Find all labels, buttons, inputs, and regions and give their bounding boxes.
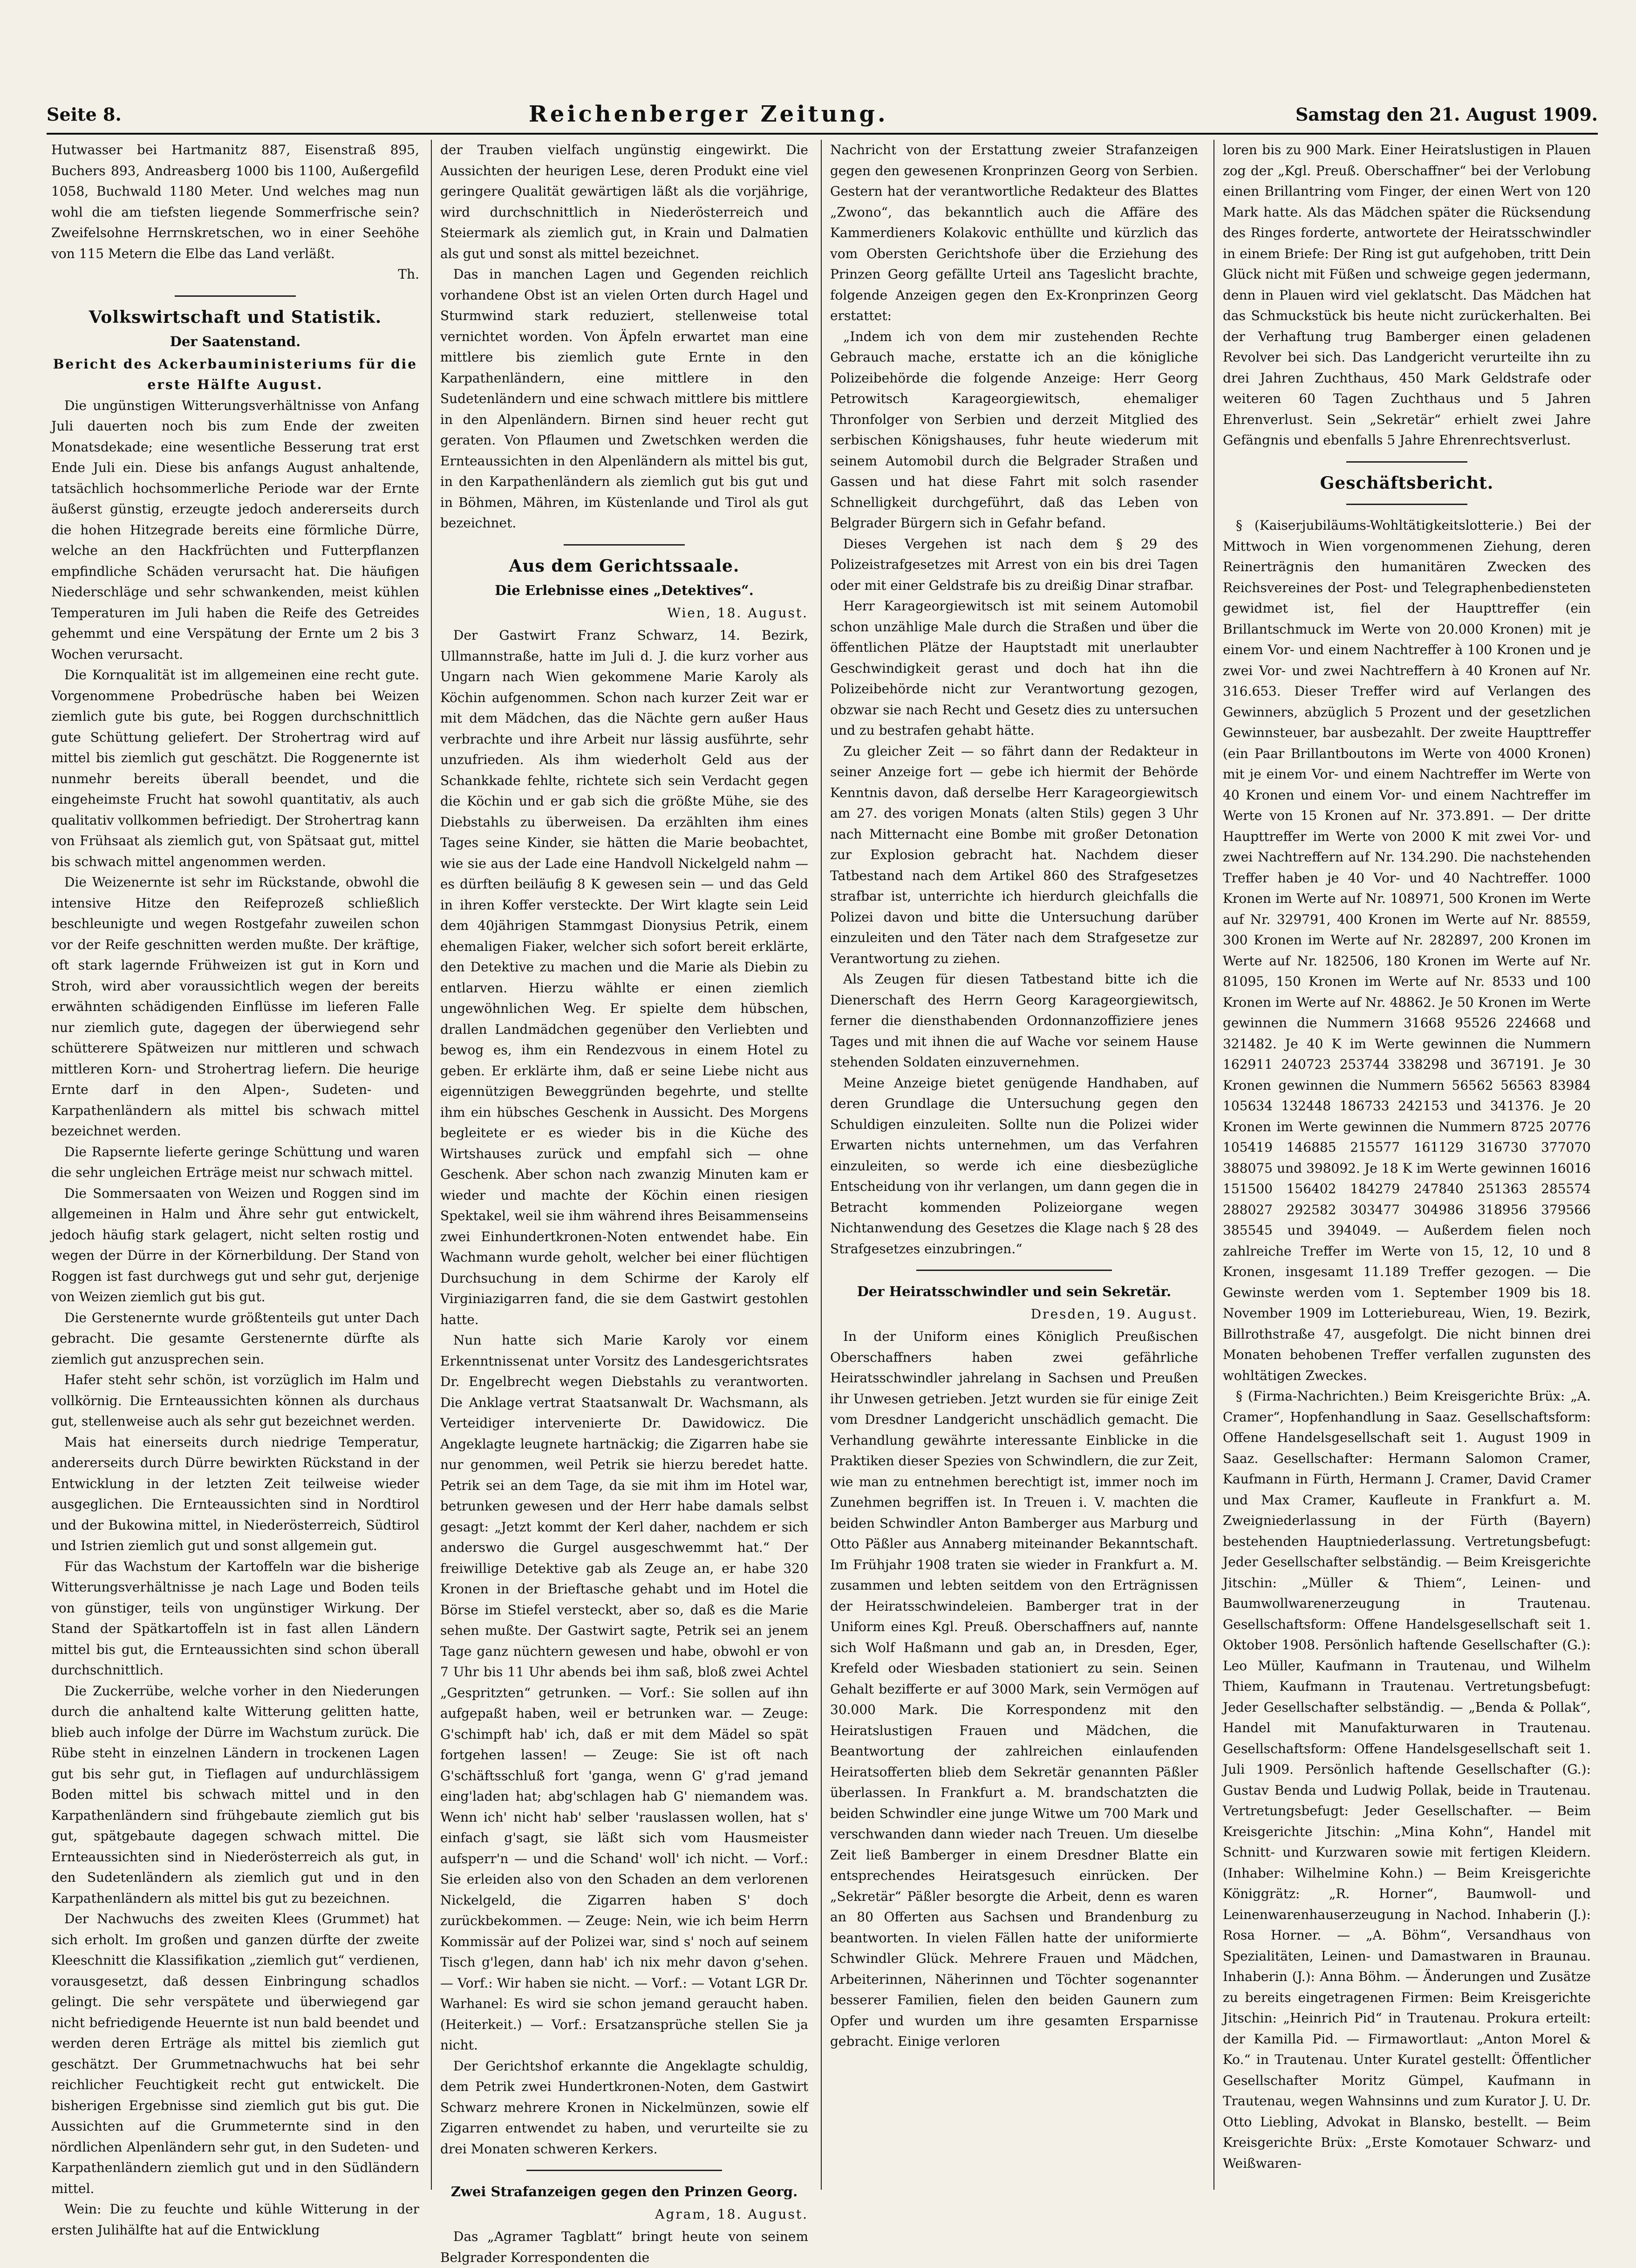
paragraph: Die Kornqualität ist im allgemeinen eine recht gute. Vorgenommene Probedrüsche haben bei Weizen ziemlich gute bis gute, bei Roggen durchschnittlich gute Schüttung geliefert. Der Strohertrag wird auf mittel bis ziemlich gut geschätzt. Die Roggenernte ist nunmehr bereits überall beendet, und die eingeheimste Frucht hat sowohl quantitativ, als auch qualitativ vollkommen befriedigt. Der Strohertrag kann von Frühsaat als ziemlich gut, von Spätsaat gut, mittel bis schwach mittel angenommen werden. (51, 667, 419, 869)
paragraph: Dieses Vergehen ist nach dem § 29 des Polizeistrafgesetzes mit Arrest von ein bis drei Tagen oder mit einer Geldstrafe bis zu dreißig Dinar strafbar. (830, 536, 1198, 593)
paragraph: „Indem ich von dem mir zustehenden Rechte Gebrauch mache, erstatte ich an die königliche Polizeibehörde die folgende Anzeige: Herr Georg Petrowitsch Karageorgiewitsch, ehemaliger Thronfolger von Serbien und derzeit Mitglied des serbischen Königshauses, fuhr heute wiederum mit seinem Automobil durch die Belgrader Straßen und Gassen und hat diese Fahrt mit solch rasender Schnelligkeit durchgeführt, daß das Leben von Belgrader Bürgern sich in Gefahr befand. (830, 328, 1198, 531)
article-heading: Die Erlebnisse eines „Detektives“. (495, 582, 754, 598)
masthead (47, 98, 1598, 130)
paragraph: Der Gastwirt Franz Schwarz, 14. Bezirk, Ullmannstraße, hatte im Juli d. J. die kurz vorher aus Ungarn nach Wien gekommene Marie Karoly als Köchin aufgenommen. Schon nach kurzer Zeit war er mit dem Mädchen, das die Nächte gern außer Haus verbrachte und ihre Arbeit nur lässig ausführte, sehr unzufrieden. Als ihm wiederholt Geld aus der Schankkade fehlte, richtete sich sein Verdacht gegen die Köchin und er gab sich die größte Mühe, sie des Diebstahls zu überweisen. Da erzählten ihm eines Tages seine Kinder, sie hätten die Marie beobachtet, wie sie aus der Lade eine Handvoll Nickelgeld nahm — es dürften beiläufig 8 K gewesen sein — und das Geld in ihren Koffer versteckte. Der Wirt klagte sein Leid dem 40jährigen Stammgast Dionysius Petrik, einem ehemaligen Fiaker, welcher sich sofort bereit erklärte, den Detektive zu machen und die Marie als Diebin zu entlarven. Hierzu wählte er einen ziemlich ungewöhnlichen Weg. Er spielte dem hübschen, drallen Landmädchen gegenüber den Verliebten und bewog es, ihm ein Rendezvous in einem Hotel zu geben. Er erklärte ihm, daß er seine Liebe nicht aus eigennützigen Beweggründen begehrte, und stellte ihm ein hübsches Geschenk in Aussicht. Des Morgens begleitete er es wieder bis in die Küche des Wirtshauses zurück und empfahl sich — ohne Geschenk. Aber schon nach zwanzig Minuten kam er wieder und machte der Köchin einen riesigen Spektakel, weil sie ihm während ihres Beisammenseins zwei Einhundertkronen-Noten entwendet habe. Ein Wachmann wurde geholt, welcher bei einer flüchtigen Durchsuchung in dem Schirme der Karoly elf Virginiazigarren fand, die sie dem Gastwirt gestohlen hatte. (440, 628, 808, 1327)
paragraph: Meine Anzeige bietet genügende Handhaben, auf deren Grundlage die Untersuchung gegen den Schuldigen einzuleiten. Sollte nun die Polizei wider Erwarten nichts unternehmen, um das Verfahren einzuleiten, so werde ich eine diesbezügliche Entscheidung von ihr verlangen, um dann gegen die in Betracht kommenden Polizeiorgane wegen Nichtanwendung des Gesetzes die Klage nach § 28 des Strafgesetzes einzubringen.“ (830, 1075, 1198, 1257)
author-signature: Th. (398, 266, 419, 282)
column-divider (821, 140, 822, 2190)
paragraph: Mais hat einerseits durch niedrige Temperatur, andererseits durch Dürre bewirkten Rückstand in der Entwicklung in der letzten Zeit teilweise wieder ausgeglichen. Die Ernteaussichten sind in Nordtirol und der Bukowina mittel, in Niederösterreich, Südtirol und Istrien ziemlich gut und sonst allgemein gut. (51, 1434, 419, 1553)
paragraph: Nachricht von der Erstattung zweier Strafanzeigen gegen den gewesenen Kronprinzen Georg von Serbien. Gestern hat der verantwortliche Redakteur des Blattes „Zwono“, das bekanntlich auch die Affäre des Kammerdieners Kolakovic enthüllte und kürzlich das vom Obersten Gerichtshofe über die Erziehung des Prinzen Georg gefällte Urteil ans Tageslicht brachte, folgende Anzeigen gegen den Ex-Kronprinzen Georg erstattet: (830, 142, 1198, 323)
article-heading: Der Heiratsschwindler und sein Sekretär. (857, 1284, 1172, 1299)
section-separator (1346, 504, 1467, 505)
issue-date: Samstag den 21. August 1909. (1295, 103, 1598, 125)
dateline: Wien, 18. August. (667, 605, 808, 621)
paragraph: Die Weizenernte ist sehr im Rückstande, obwohl die intensive Hitze den Reifeprozeß schließlich beschleunigte und wegen Rostgefahr zuweilen schon vor der Reife geschnitten werden mußte. Der kräftige, oft stark lagernde Frühweizen ist gut in Korn und Stroh, wird aber voraussichtlich wegen der bereits erwähnten schädigenden Einflüsse im lieferen Falle nur ziemlich gute, dagegen der überwiegend sehr schütterere Spätweizen nur mittleren und schwach mittleren Korn- und Strohertrag liefern. Die heurige Ernte darf in den Alpen-, Sudeten- und Karpathenländern als mittel bis schwach mittel bezeichnet werden. (51, 874, 419, 1139)
dateline: Dresden, 19. August. (1030, 1306, 1198, 1322)
page-number: Seite 8. (47, 103, 122, 125)
section-title: Volkswirtschaft und Statistik. (89, 307, 382, 327)
column-3 (830, 140, 1198, 2190)
paragraph: Für das Wachstum der Kartoffeln war die bisherige Witterungsverhältnisse je nach Lage und Boden teils von günstiger, teils von ungünstiger Wirkung. Der Stand der Spätkartoffeln ist in fast allen Ländern mittel bis gut, die Ernteaussichten sind schon überall durchschnittlich. (51, 1558, 419, 1678)
section-title: Aus dem Gerichtssaale. (509, 556, 740, 576)
dateline: Agram, 18. August. (655, 2206, 808, 2222)
column-1 (51, 140, 419, 2238)
article-heading: Der Saatenstand. (170, 334, 301, 349)
paragraph: Die Sommersaaten von Weizen und Roggen sind im allgemeinen in Halm und Ähre sehr gut entwickelt, jedoch häufig stark gelagert, nicht selten rostig und wegen der Dürre in der Körnerbildung. Der Stand von Roggen ist fast durchwegs gut und sehr gut, derjenige von Weizen ziemlich gut bis gut. (51, 1185, 419, 1305)
paragraph: loren bis zu 900 Mark. Einer Heiratslustigen in Plauen zog der „Kgl. Preuß. Oberschaffner“ bei der Verlobung einen Brillantring vom Finger, der einen Wert von 120 Mark hatte. Als das Mädchen später die Rücksendung des Ringes forderte, antwortete der Heiratsschwindler in einem Briefe: Der Ring ist gut aufgehoben, tritt Dein Glück nicht mit Füßen und schweige gegen jedermann, denn in Plauen wird viel geklatscht. Das Mädchen hat das Schmuckstück bis heute nicht zurückerhalten. Bei der Verhaftung trug Bamberger einen geladenen Revolver bei sich. Das Landgericht verurteilte ihn zu drei Jahren Zuchthaus, 450 Mark Geldstrafe oder weiteren 60 Tagen Zuchthaus und 5 Jahren Ehrenverlust. Sein „Sekretär“ erhielt zwei Jahre Gefängnis und ebenfalls 5 Jahre Ehrenrechtsverlust. (1223, 142, 1591, 448)
article-subheading: Bericht des Ackerbauministeriums für die erste Hälfte August. (53, 356, 418, 392)
article-separator (526, 2170, 722, 2171)
section-separator (564, 544, 685, 546)
paragraph: Wein: Die zu feuchte und kühle Witterung in der ersten Julihälfte hat auf die Entwicklung (51, 2201, 419, 2238)
column-2 (440, 140, 808, 2265)
paragraph: Hafer steht sehr schön, ist vorzüglich im Halm und vollkörnig. Die Ernteaussichten können als durchaus gut, stellenweise auch als sehr gut bezeichnet werden. (51, 1372, 419, 1429)
column-4 (1223, 140, 1591, 2190)
column-divider (1213, 140, 1214, 2190)
paragraph: Die ungünstigen Witterungsverhältnisse von Anfang Juli dauerten noch bis zum Ende der zweiten Monatsdekade; eine wesentliche Besserung trat erst Ende Juli ein. Diese bis anfangs August anhaltende, tatsächlich hochsommerliche Periode war der Ernte äußerst günstig, erzeugte jedoch andererseits durch die hohen Hitzegrade bereits eine förmliche Dürre, welche an den Hackfrüchten und Futterpflanzen empfindliche Schäden verursacht hat. Die häufigen Niederschläge und sehr schwankenden, meist kühlen Temperaturen im Juli haben die Reife des Getreides gehemmt und eine Verspätung der Ernte um 2 bis 3 Wochen verursacht. (51, 397, 419, 662)
article-heading: Zwei Strafanzeigen gegen den Prinzen Georg. (450, 2184, 798, 2200)
paragraph: Zu gleicher Zeit — so fährt dann der Redakteur in seiner Anzeige fort — gebe ich hiermit der Behörde Kenntnis davon, daß derselbe Herr Karageorgiewitsch am 27. des vorigen Monats (alten Stils) gegen 3 Uhr nach Mitternacht eine Bombe mit großer Detonation zur Explosion gebracht hat. Nachdem dieser Tatbestand nach dem Artikel 860 des Strafgesetzes strafbar ist, unterrichte ich hierdurch gleichfalls die Polizei davon und bitte die Untersuchung darüber einzuleiten und den Täter nach dem Strafgesetze zur Verantwortung zu ziehen. (830, 743, 1198, 966)
column-divider (431, 140, 432, 2190)
paragraph: Die Rapsernte lieferte geringe Schüttung und waren die sehr ungleichen Erträge meist nur schwach mittel. (51, 1144, 419, 1180)
newspaper-title: Reichenberger Zeitung. (528, 101, 888, 127)
paragraph: § (Kaiserjubiläums-Wohltätigkeitslotterie.) Bei der Mittwoch in Wien vorgenommenen Ziehung, deren Reinerträgnis den humanitären Zwecken des Reichsvereines der Post- und Telegraphenbediensteten gewidmet ist, fiel der Haupttreffer (ein Brillantschmuck im Werte von 20.000 Kronen) mit je einem Vor- und einem Nachtreffer à 100 Kronen und je zwei Vor- und zwei Nachtreffern à 40 Kronen auf Nr. 316.653. Dieser Treffer wird auf Verlangen des Gewinners, abzüglich 5 Prozent und der gesetzlichen Gewinnsteuer, bar ausbezahlt. Der zweite Haupttreffer (ein Paar Brillantboutons im Werte von 4000 Kronen) mit je einem Vor- und einem Nachtreffer im Werte von 40 Kronen und einem Vor- und einem Nachtreffer im Werte von 15 Kronen auf Nr. 373.891. — Der dritte Haupttreffer im Werte von 2000 K mit zwei Vor- und zwei Nachtreffern auf Nr. 134.290. Die nachstehenden Treffer haben je 40 Vor- und 40 Nachtreffer. 1000 Kronen im Werte auf Nr. 108971, 500 Kronen im Werte auf Nr. 329791, 400 Kronen im Werte auf Nr. 88559, 300 Kronen im Werte auf Nr. 282897, 200 Kronen im Werte auf Nr. 182506, 180 Kronen im Werte auf Nr. 81095, 150 Kronen im Werte auf Nr. 8533 und 100 Kronen im Werte auf Nr. 48862. Je 50 Kronen im Werte gewinnen die Nummern 31668 95526 224668 und 321482. Je 40 K im Werte gewinnen die Nummern 162911 240723 253744 338298 und 367191. Je 30 Kronen gewinnen die Nummern 56562 56563 83984 105634 132448 186733 242153 und 341376. Je 20 Kronen im Werte gewinnen die Nummern 8725 20776 105419 146885 215577 161129 316730 377070 388075 und 398092. Je 18 K im Werte gewinnen 16016 151500 156402 184279 247840 251363 285574 288027 292582 303477 304986 318956 379566 385545 und 394049. — Außerdem fielen noch zahlreiche Treffer im Werte von 15, 12, 10 und 8 Kronen, insgesamt 11.189 Treffer gezogen. — Die Gewinste werden vom 1. September 1909 bis 18. November 1909 im Lotteriebureau, Wien, 19. Bezirk, Billrothstraße 47, ausgefolgt. Die nicht binnen drei Monaten behobenen Treffer verfallen zugunsten des wohltätigen Zweckes. (1223, 518, 1591, 1383)
section-title: Geschäftsbericht. (1320, 473, 1494, 493)
paragraph: In der Uniform eines Königlich Preußischen Oberschaffners haben zwei gefährliche Heiratsschwindler jahrelang in Sachsen und Preußen ihr Unwesen getrieben. Jetzt wurden sie für einige Zeit vom Dresdner Landgericht unschädlich gemacht. Die Verhandlung gewährte interessante Einblicke in die Praktiken dieser Spezies von Schwindlern, die zur Zeit, wie man zu entnehmen berechtigt ist, immer noch im Zunehmen begriffen ist. In Treuen i. V. machten die beiden Schwindler Anton Bamberger aus Marburg und Otto Päßler aus Annaberg miteinander Bekanntschaft. Im Frühjahr 1908 traten sie wieder in Frankfurt a. M. zusammen und lebten seitdem von den Erträgnissen der Heiratsschwindeleien. Bamberger trat in der Uniform eines Kgl. Preuß. Oberschaffners auf, nannte sich Wolf Haßmann und gab an, in Dresden, Eger, Krefeld oder Wiesbaden stationiert zu sein. Seinen Gehalt bezifferte er auf 3000 Mark, sein Vermögen auf 30.000 Mark. Die Korrespondenz mit den Heiratslustigen Frauen und Mädchen, die Beantwortung der zahlreichen einlaufenden Heiratsofferten blieb dem Sekretär genannten Päßler überlassen. In Frankfurt a. M. brandschatzten die beiden Schwindler eine junge Witwe um 700 Mark und verschwanden dann wieder nach Treuen. Um dieselbe Zeit ließ Bamberger in einem Dresdner Blatte ein entsprechendes Heiratsgesuch einrücken. Der „Sekretär“ Päßler besorgte die Arbeit, denn es waren an 80 Offerten aus Sachsen und Brandenburg zu beantworten. In vielen Fällen hatte der uniformierte Schwindler Glück. Mehrere Frauen und Mädchen, Arbeiterinnen, Näherinnen und Töchter sogenannter besserer Familien, fielen den beiden Gaunern zum Opfer und wurden um ihre gesamten Ersparnisse gebracht. Einige verloren (830, 1329, 1198, 2049)
paragraph: Herr Karageorgiewitsch ist mit seinem Automobil schon unzählige Male durch die Straßen und über die öffentlichen Plätze der Hauptstadt mit unerlaubter Geschwindigkeit gerast und doch hat ihn die Polizeibehörde nicht zur Verantwortung gezogen, obzwar sie nach Recht und Gesetz dies zu untersuchen und zu bestrafen gehabt hätte. (830, 598, 1198, 738)
section-separator (175, 295, 296, 297)
paragraph: Der Gerichtshof erkannte die Angeklagte schuldig, dem Petrik zwei Hundertkronen-Noten, dem Gastwirt Schwarz mehrere Kronen in Nickelmünzen, sowie elf Zigarren entwendet zu haben, und verurteilte sie zu drei Monaten schweren Kerkers. (440, 2058, 808, 2157)
paragraph: der Trauben vielfach ungünstig eingewirkt. Die Aussichten der heurigen Lese, deren Produkt eine viel geringere Qualität gewärtigen läßt als die vorjährige, wird durchschnittlich in Niederösterreich und Steiermark als ziemlich gut, in Krain und Dalmatien als gut und sonst als mittel bezeichnet. (440, 142, 808, 261)
paragraph: Nun hatte sich Marie Karoly vor einem Erkenntnissenat unter Vorsitz des Landesgerichtsrates Dr. Engelbrecht wegen Diebstahls zu verantworten. Die Anklage vertrat Staatsanwalt Dr. Wachsmann, als Verteidiger intervenierte Dr. Dawidowicz. Die Angeklagte leugnete hartnäckig; die Zigarren habe sie nur genommen, weil Petrik sie hierzu beredet hatte. Petrik sei an dem Tage, da sie mit ihm im Hotel war, betrunken gewesen und der Herr habe damals selbst gesagt: „Jetzt kommt der Kerl daher, nachdem er sich anderswo die Gurgel ausgeschwemmt hat.“ Der freiwillige Detektive gab als Zeuge an, er habe 320 Kronen in der Brieftasche gehabt und im Hotel die Börse im Stiefel versteckt, aber so, daß es die Marie sehen mußte. Der Gastwirt sagte, Petrik sei an jenem Tage ganz nüchtern gewesen und habe, obwohl er von 7 Uhr bis 11 Uhr abends bei ihm saß, bloß zwei Achtel „Gespritzten“ getrunken. — Vorf.: Sie sollen auf ihn aufgepaßt haben, weil er betrunken war. — Zeuge: G'schimpft hab' ich, daß er mit dem Mädel so spät fortgehen lassen! — Zeuge: Sie ist oft nach G'schäftsschluß fort 'ganga, wenn G' g'rad jemand eing'laden hat; abg'schlagen hab G' niemandem was. Wenn ich' nicht hab' selber 'rauslassen wollen, hat s' einfach g'sagt, sie läßt sich vom Hausmeister aufsperr'n — und die Schand' woll' ich nicht. — Vorf.: Sie erleiden also von den Schaden an dem verlorenen Nickelgeld, die Zigarren haben S' doch zurückbekommen. — Zeuge: Nein, wie ich beim Herrn Kommissär auf der Polizei war, sind s' noch auf seinem Tisch g'legen, dann hab' ich nix mehr davon g'sehen. — Vorf.: Wir haben sie nicht. — Vorf.: — Votant LGR Dr. Warhanel: Es wird sie schon jemand geraucht haben. (Heiterkeit.) — Vorf.: Ersatzansprüche stellen Sie ja nicht. (440, 1332, 808, 2053)
paragraph: Als Zeugen für diesen Tatbestand bitte ich die Dienerschaft des Herrn Georg Karageorgiewitsch, ferner die diensthabenden Ordonnanzoffiziere jenes Tages und mit ihnen die auf Wache vor seinem Hause stehenden Soldaten einzuvernehmen. (830, 971, 1198, 1070)
paragraph: § (Firma-Nachrichten.) Beim Kreisgerichte Brüx: „A. Cramer“, Hopfenhandlung in Saaz. Gesellschaftsform: Offene Handelsgesellschaft seit 1. August 1909 in Saaz. Gesellschafter: Hermann Salomon Cramer, Kaufmann in Fürth, Hermann J. Cramer, David Cramer und Max Cramer, Kaufleute in Frankfurt a. M. Zweigniederlassung in der Fürth (Bayern) bestehenden Hauptniederlassung. Vertretungsbefugt: Jeder Gesellschafter selbständig. — Beim Kreisgerichte Jitschin: „Müller & Thiem“, Leinen- und Baumwollwarenerzeugung in Trautenau. Gesellschaftsform: Offene Handelsgesellschaft seit 1. Oktober 1908. Persönlich haftende Gesellschafter (G.): Leo Müller, Kaufmann in Trautenau, und Wilhelm Thiem, Kaufmann in Trautenau. Vertretungsbefugt: Jeder Gesellschafter selbständig. — „Benda & Pollak“, Handel mit Manufakturwaren in Trautenau. Gesellschaftsform: Offene Handelsgesellschaft seit 1. Juli 1909. Persönlich haftende Gesellschafter (G.): Gustav Benda und Ludwig Pollak, beide in Trautenau. Vertretungsbefugt: Jeder Gesellschafter. — Beim Kreisgerichte Jitschin: „Mina Kohn“, Handel mit Schnitt- und Kurzwaren sowie mit fertigen Kleidern. (Inhaber: Wilhelmine Kohn.) — Beim Kreisgerichte Königgrätz: „R. Horner“, Baumwoll- und Leinenwarenhauserzeugung in Nachod. Inhaberin (J.): Rosa Horner. — „A. Böhm“, Versandhaus von Spezialitäten, Leinen- und Damastwaren in Braunau. Inhaberin (J.): Anna Böhm. — Änderungen und Zusätze zu bereits eingetragenen Firmen: Beim Kreisgerichte Jitschin: „Heinrich Pid“ in Trautenau. Prokura erteilt: der Kamilla Pid. — Firmawortlaut: „Anton Morel & Ko.“ in Trautenau. Unter Kuratel gestellt: Öffentlicher Gesellschafter Moritz Gümpel, Kaufmann in Trautenau, wegen Wahnsinns und zum Kurator J. U. Dr. Otto Liebling, Advokat in Blansko, bestellt. — Beim Kreisgerichte Brüx: „Erste Komotauer Schwarz- und Weißwaren- (1223, 1388, 1591, 2171)
masthead-rule (47, 133, 1598, 135)
article-separator (916, 1270, 1112, 1271)
paragraph: Die Gerstenernte wurde größtenteils gut unter Dach gebracht. Die gesamte Gerstenernte dürfte als ziemlich gut anzusprechen sein. (51, 1310, 419, 1367)
paragraph: Das in manchen Lagen und Gegenden reichlich vorhandene Obst ist an vielen Orten durch Hagel und Sturmwind stark reduziert, stellenweise total vernichtet worden. Von Äpfeln erwartet man eine mittlere bis ziemlich gute Ernte in den Karpathenländern, eine mittlere in den Sudetenländern und eine schwach mittlere bis mittlere in den Alpenländern. Birnen sind heuer recht gut geraten. Von Pflaumen und Zwetschken werden die Ernteaussichten in den Alpenländern als mittel bis gut, in den Karpathenländern als ziemlich gut bis gut und in Böhmen, Mähren, im Küstenlande und Tirol als gut bezeichnet. (440, 266, 808, 531)
article-text: Hutwasser bei Hartmanitz 887, Eisenstraß 895, Buchers 893, Andreasberg 1000 bis 1100, Außergefild 1058, Buchwald 1180 Meter. Und welches mag nun wohl die am tiefsten liegende Sommerfrische sein? Zweifelsohne Herrnskretschen, wo in einer Seehöhe von 115 Metern die Elbe das Land verläßt. (51, 142, 419, 261)
paragraph: Die Zuckerrübe, welche vorher in den Niederungen durch die anhaltend kalte Witterung gelitten hatte, blieb auch infolge der Dürre im Wachstum zurück. Die Rübe steht in einzelnen Ländern in trockenen Lagen gut bis sehr gut, in Tieflagen auf undurchlässigem Boden mittel bis schwach mittel und in den Karpathenländern sind frühgebaute ziemlich gut bis gut, spätgebaute dagegen schwach mittel. Die Ernteaussichten sind in Niederösterreich als gut, in den Sudetenländern als ziemlich gut und in den Karpathenländern als mittel bis gut zu bezeichnen. (51, 1683, 419, 1906)
section-separator (1346, 461, 1467, 463)
paragraph: Das „Agramer Tagblatt“ bringt heute von seinem Belgrader Korrespondenten die (440, 2229, 808, 2265)
paragraph: Der Nachwuchs des zweiten Klees (Grummet) hat sich erholt. Im großen und ganzen dürfte der zweite Kleeschnitt die Klassifikation „ziemlich gut“ verdienen, vorausgesetzt, daß dessen Einbringung schadlos gelingt. Die sehr verspätete und überwiegend gar nicht befriedigende Heuernte ist nun bald beendet und werden deren Erträge als mittel bis ziemlich gut geschätzt. Der Grummetnachwuchs hat bei sehr reichlicher Feuchtigkeit recht gut entwickelt. Die bisherigen Ergebnisse sind ziemlich gut bis gut. Die Aussichten auf die Grummeternte sind in den nördlichen Alpenländern sehr gut, in den Sudeten- und Karpathenländern ziemlich gut und in den Südländern mittel. (51, 1911, 419, 2196)
